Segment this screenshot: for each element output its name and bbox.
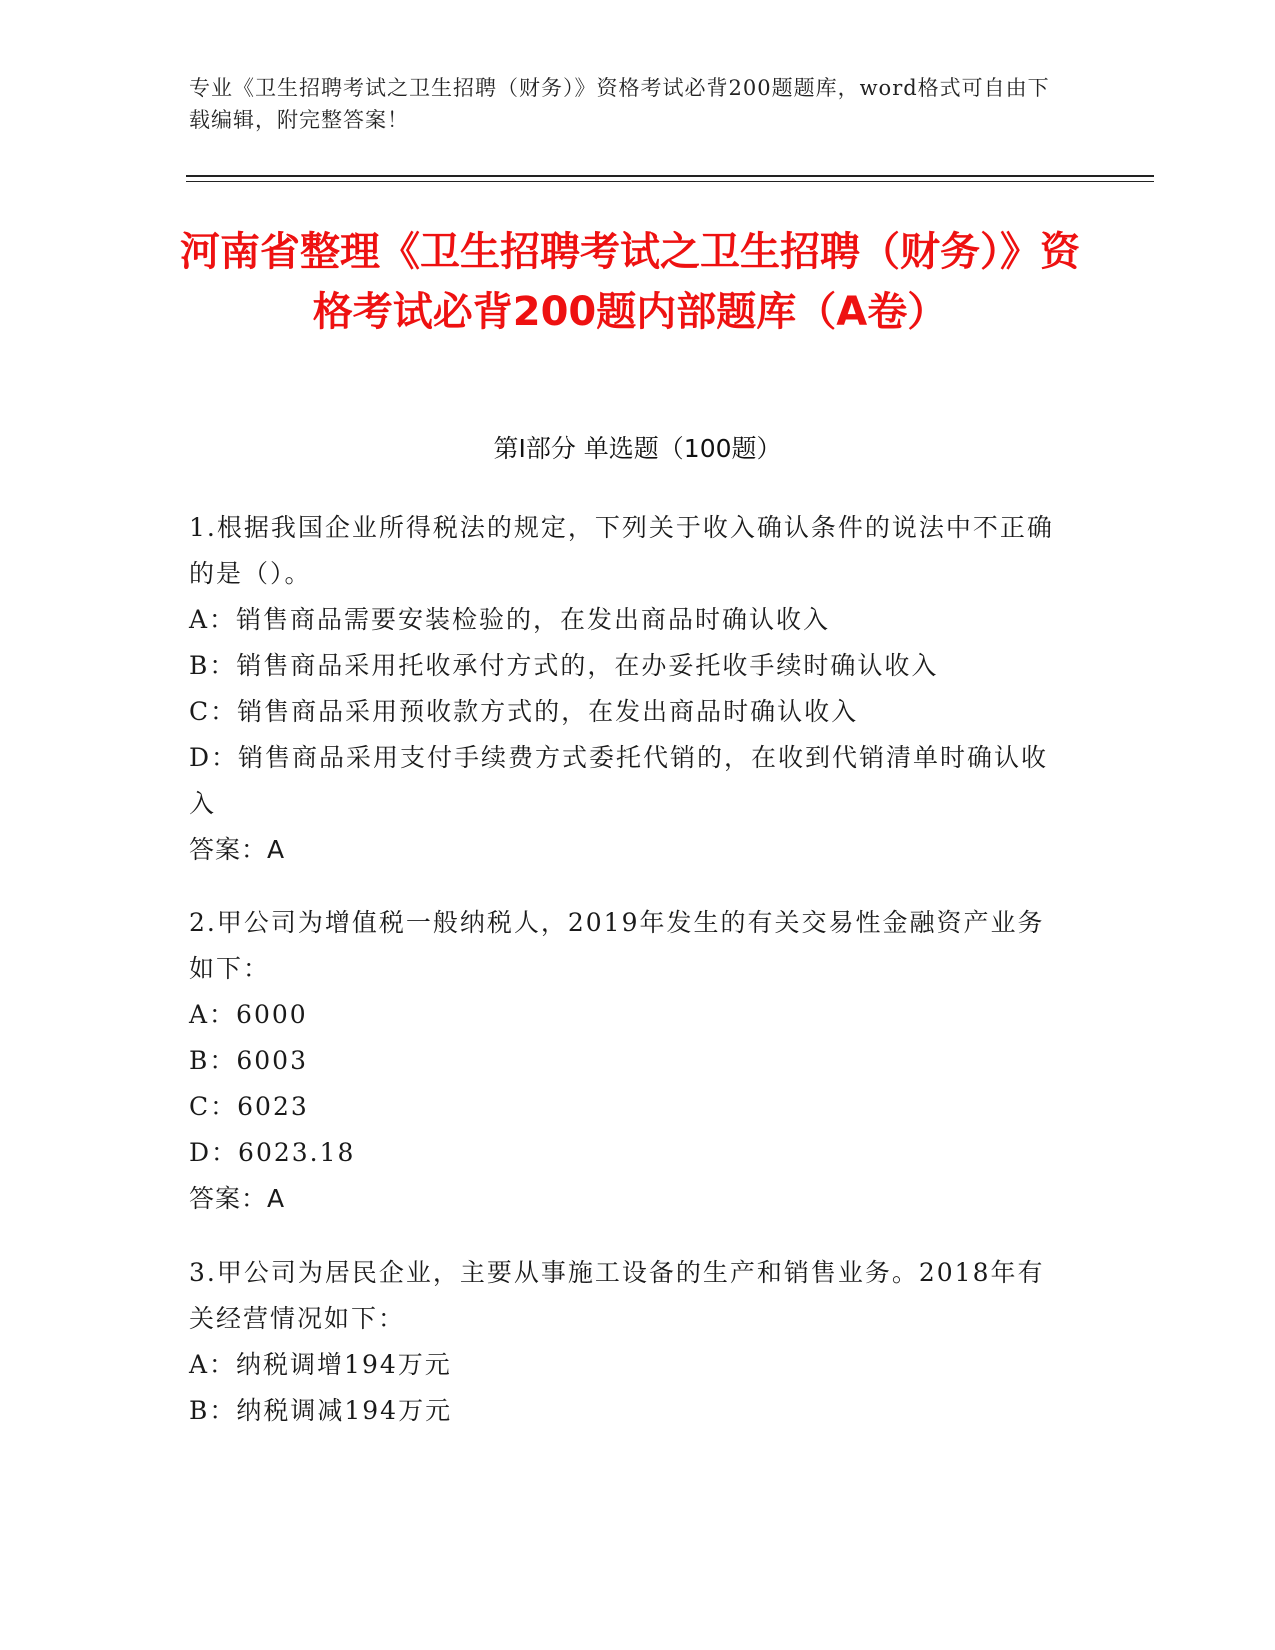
header-divider-thick: [186, 175, 1154, 177]
question-3: [189, 1250, 1069, 1434]
option-c: C：销售商品采用预收款方式的，在发出商品时确认收入: [189, 697, 859, 726]
answer: 答案：A: [189, 835, 286, 864]
section-heading: 第I部分 单选题（100题）: [493, 434, 782, 463]
header-note: 专业《卫生招聘考试之卫生招聘（财务）》资格考试必背200题题库，word格式可自由下载编辑，附完整答案！: [189, 76, 1050, 132]
option-c: C：6023: [189, 1092, 309, 1121]
option-a: A：纳税调增194万元: [189, 1350, 452, 1379]
header-divider-thin: [186, 181, 1154, 182]
question-stem: 1.根据我国企业所得税法的规定，下列关于收入确认条件的说法中不正确的是（）。: [189, 513, 1054, 588]
document-title: 河南省整理《卫生招聘考试之卫生招聘（财务）》资格考试必背200题内部题库（A卷）: [180, 229, 1080, 335]
question-stem: 2.甲公司为增值税一般纳税人，2019年发生的有关交易性金融资产业务如下：: [189, 908, 1045, 983]
question-stem: 3.甲公司为居民企业，主要从事施工设备的生产和销售业务。2018年有关经营情况如下：: [189, 1258, 1045, 1333]
option-a: A：销售商品需要安装检验的，在发出商品时确认收入: [189, 605, 831, 634]
answer: 答案：A: [189, 1184, 286, 1213]
option-b: B：销售商品采用托收承付方式的，在办妥托收手续时确认收入: [189, 651, 939, 680]
question-1: [189, 505, 1069, 873]
question-2: [189, 900, 1069, 1222]
option-d: D：销售商品采用支付手续费方式委托代销的，在收到代销清单时确认收入: [189, 743, 1049, 818]
option-b: B：纳税调减194万元: [189, 1396, 453, 1425]
option-a: A：6000: [189, 1000, 308, 1029]
option-d: D：6023.18: [189, 1138, 356, 1167]
option-b: B：6003: [189, 1046, 308, 1075]
